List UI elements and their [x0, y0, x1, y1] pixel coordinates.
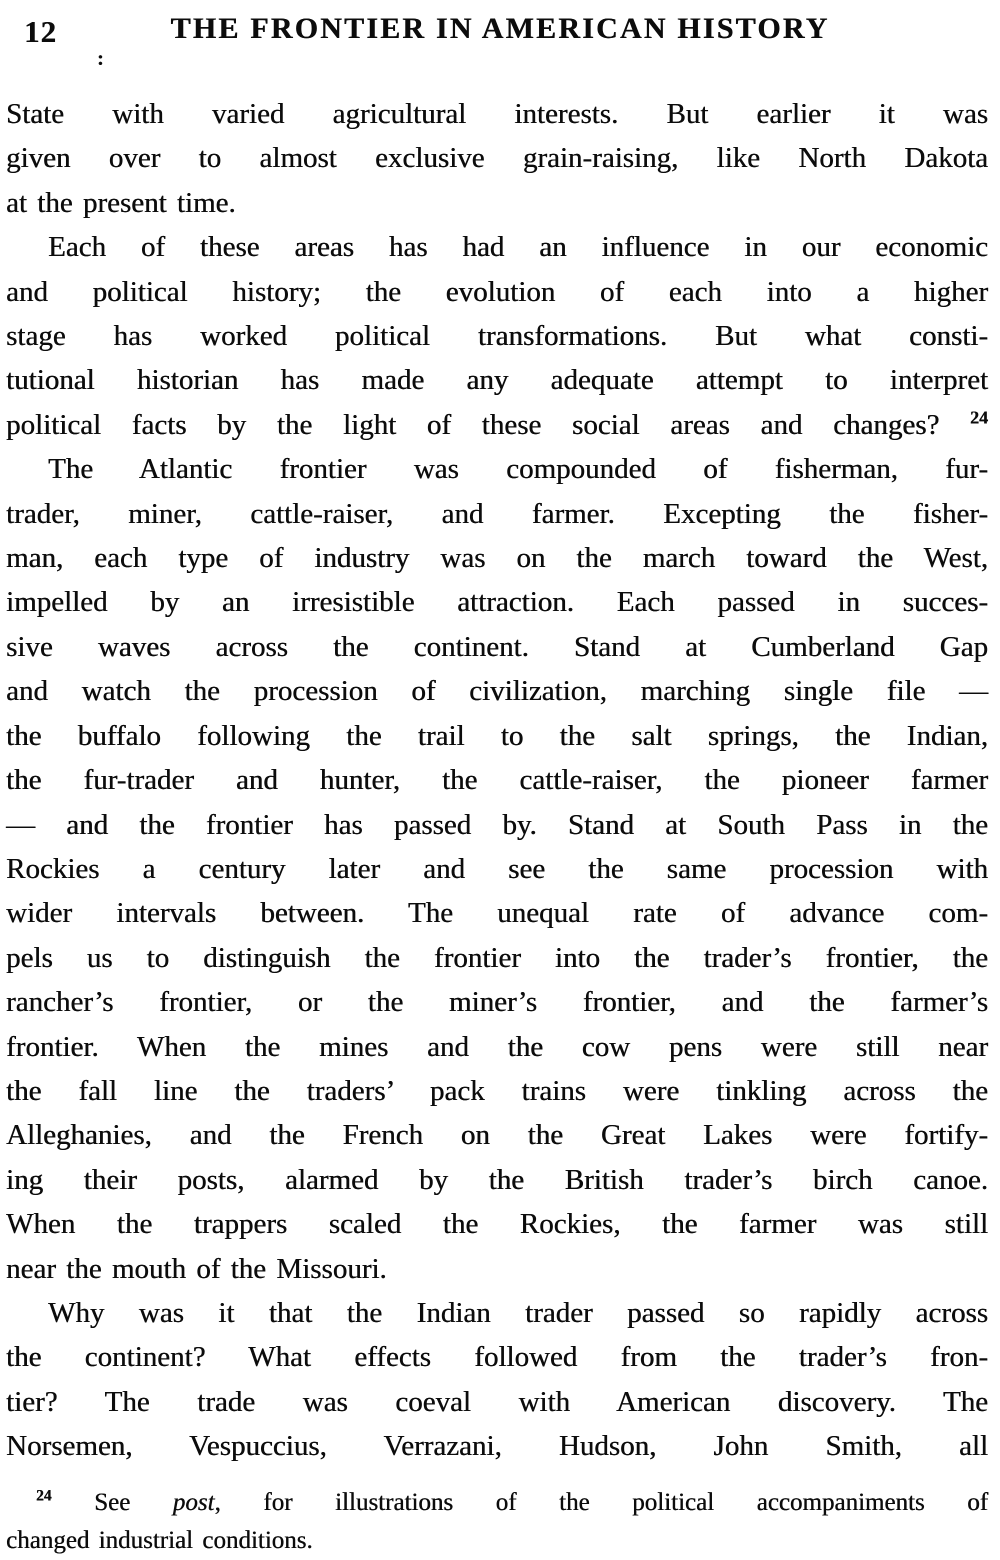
- text-segment: , for illustrations of the political accompaniments of: [214, 1489, 988, 1516]
- text-segment: the fur-trader and hunter, the cattle-raiser, the pioneer farmer: [6, 764, 988, 797]
- text-line: [6, 270, 988, 314]
- text-line: [6, 980, 988, 1024]
- text-segment: ing their posts, alarmed by the British trader’s birch canoe.: [6, 1163, 988, 1196]
- text-segment: Norsemen, Vespuccius, Verrazani, Hudson, John Smith, all: [6, 1430, 988, 1463]
- text-line: [6, 136, 988, 180]
- text-segment: tier? The trade was coeval with American discovery. The: [6, 1385, 988, 1418]
- text-line: [6, 936, 988, 980]
- text-line: [6, 1380, 988, 1424]
- footnote-ref: 24: [970, 407, 988, 428]
- footnote: [6, 1484, 988, 1560]
- text-segment: given over to almost exclusive grain-raising, like North Dakota: [6, 142, 988, 175]
- text-segment: pels us to distinguish the frontier into the trader’s frontier, the: [6, 941, 988, 974]
- text-line: [6, 1113, 988, 1157]
- text-line: [6, 536, 988, 580]
- text-segment: When the trappers scaled the Rockies, the farmer was still: [6, 1208, 988, 1241]
- text-line: [6, 181, 988, 225]
- text-line: [6, 1025, 988, 1069]
- text-segment: frontier. When the mines and the cow pens were still near: [6, 1030, 988, 1063]
- text-line: [6, 492, 988, 536]
- text-line: [6, 847, 988, 891]
- text-line: [6, 403, 988, 447]
- text-line: [6, 1484, 988, 1522]
- text-segment: trader, miner, cattle-raiser, and farmer. Excepting the fisher-: [6, 497, 988, 530]
- text-line: [6, 1158, 988, 1202]
- page-header: [0, 12, 1000, 52]
- text-line: [6, 358, 988, 402]
- text-line: [6, 669, 988, 713]
- text-segment: stage has worked political transformations. But what consti-: [6, 320, 988, 353]
- text-segment: the fall line the traders’ pack trains were tinkling across the: [6, 1074, 988, 1107]
- page-number: 12: [24, 14, 57, 49]
- text-line: [6, 1522, 988, 1560]
- ink-speck: :: [97, 48, 104, 70]
- text-line: [6, 1335, 988, 1379]
- text-line: [6, 314, 988, 358]
- text-segment: man, each type of industry was on the march toward the West,: [6, 542, 988, 575]
- text-segment: political facts by the light of these social areas and changes?: [6, 408, 971, 441]
- text-segment: The Atlantic frontier was compounded of fisherman, fur-: [48, 453, 988, 486]
- running-title: THE FRONTIER IN AMERICAN HISTORY: [170, 12, 830, 45]
- text-segment: tutional historian has made any adequate attempt to interpret: [6, 364, 988, 397]
- text-line: [6, 625, 988, 669]
- text-segment: Rockies a century later and see the same procession with: [6, 852, 988, 885]
- text-segment: and political history; the evolution of each into a higher: [6, 275, 988, 308]
- footnote-ref: 24: [36, 1487, 52, 1505]
- text-line: [6, 447, 988, 491]
- text-line: [6, 714, 988, 758]
- text-segment: State with varied agricultural interests. But earlier it was: [6, 98, 988, 130]
- body-text: [6, 92, 988, 1469]
- text-segment: rancher’s frontier, or the miner’s frontier, and the farmer’s: [6, 986, 988, 1019]
- text-segment: near the mouth of the Missouri.: [6, 1252, 387, 1285]
- text-segment: post: [172, 1489, 215, 1516]
- text-segment: the continent? What effects followed from the trader’s fron-: [6, 1341, 988, 1374]
- text-segment: Why was it that the Indian trader passed so rapidly across: [48, 1296, 988, 1329]
- text-segment: sive waves across the continent. Stand at Cumberland Gap: [6, 630, 988, 663]
- text-segment: the buffalo following the trail to the salt springs, the Indian,: [6, 719, 988, 752]
- text-line: [6, 758, 988, 802]
- text-line: [6, 580, 988, 624]
- text-line: [6, 92, 988, 136]
- text-segment: Each of these areas has had an influence in our economic: [48, 231, 988, 264]
- text-line: [6, 1424, 988, 1468]
- text-segment: See: [51, 1489, 173, 1516]
- text-line: [6, 1202, 988, 1246]
- text-segment: and watch the procession of civilization, marching single file —: [6, 675, 988, 708]
- text-segment: wider intervals between. The unequal rate of advance com-: [6, 897, 988, 930]
- text-line: [6, 1069, 988, 1113]
- text-segment: at the present time.: [6, 186, 236, 219]
- text-segment: Alleghanies, and the French on the Great Lakes were fortify-: [6, 1119, 988, 1152]
- text-line: [6, 891, 988, 935]
- text-segment: impelled by an irresistible attraction. Each passed in succes-: [6, 586, 988, 619]
- text-segment: — and the frontier has passed by. Stand at South Pass in the: [6, 808, 988, 841]
- text-line: [6, 1291, 988, 1335]
- text-line: [6, 1247, 988, 1291]
- text-line: [6, 803, 988, 847]
- text-line: [6, 225, 988, 269]
- text-segment: changed industrial conditions.: [6, 1527, 313, 1554]
